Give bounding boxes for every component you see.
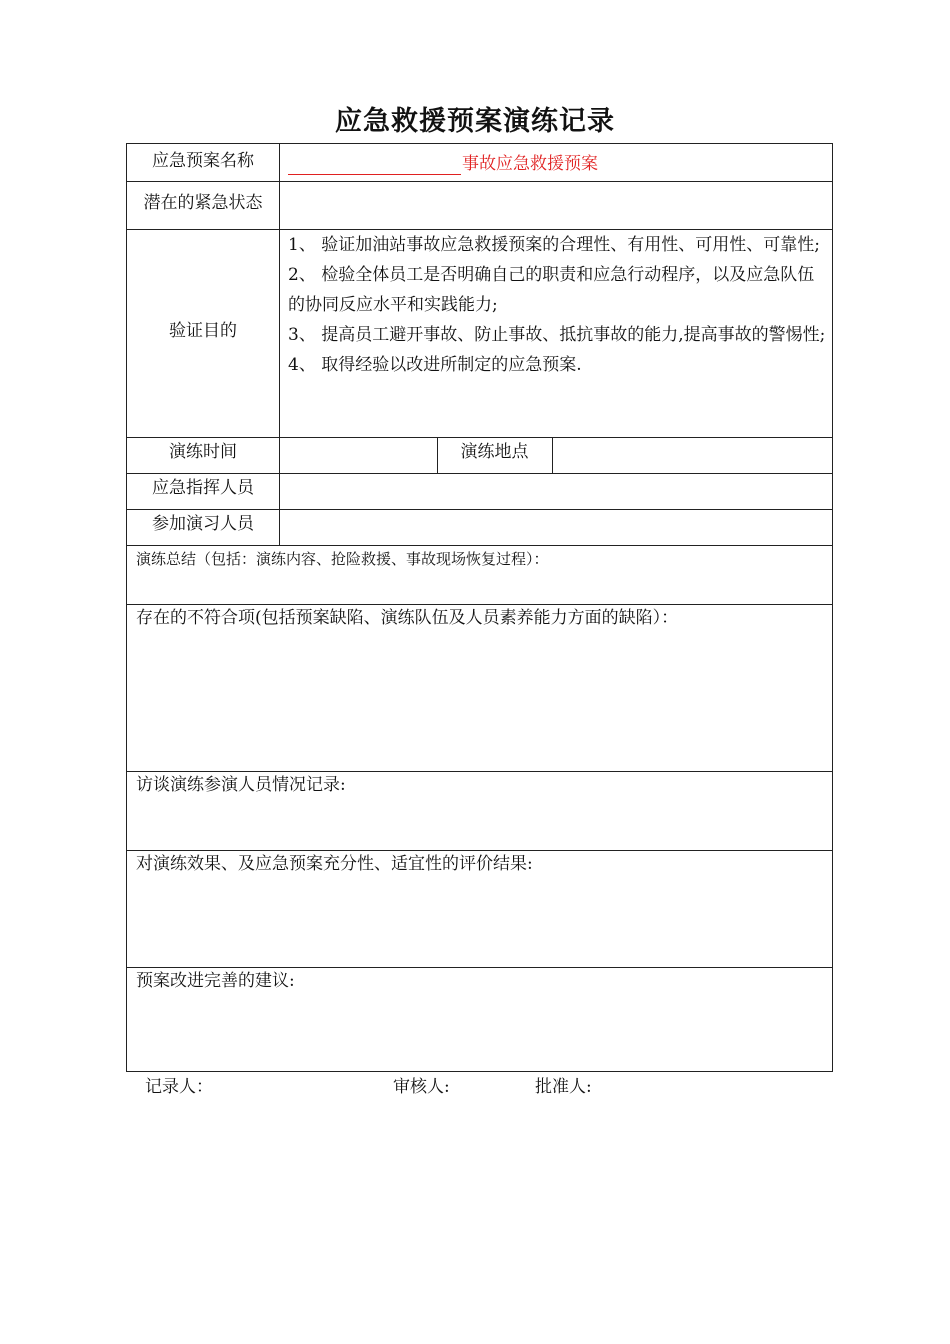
interview-label: 访谈演练参演人员情况记录: xyxy=(136,775,346,795)
column-divider xyxy=(552,437,553,473)
row-divider xyxy=(127,473,832,474)
row-divider xyxy=(127,545,832,546)
row-divider xyxy=(127,437,832,438)
row-divider xyxy=(127,604,832,605)
plan-name-underline xyxy=(288,174,461,175)
participants-label: 参加演习人员 xyxy=(152,514,254,534)
row-divider xyxy=(127,967,832,968)
drill-place-label: 演练地点 xyxy=(460,442,529,462)
approver-signature-label: 批准人: xyxy=(535,1077,592,1097)
purpose-item: 3、 提高员工避开事故、防止事故、抵抗事故的能力,提高事故的警惕性; xyxy=(288,325,826,345)
drill-time-label: 演练时间 xyxy=(169,442,237,462)
row-divider xyxy=(127,850,832,851)
nonconformity-label: 存在的不符合项(包括预案缺陷、演练队伍及人员素养能力方面的缺陷）： xyxy=(136,608,679,628)
purpose-list xyxy=(288,230,828,380)
emergency-state-label: 潜在的紧急状态 xyxy=(143,193,263,213)
evaluation-label: 对演练效果、及应急预案充分性、适宜性的评价结果: xyxy=(136,854,533,874)
commander-label: 应急指挥人员 xyxy=(152,478,254,498)
row-divider xyxy=(127,509,832,510)
plan-name-value: 事故应急救援预案 xyxy=(462,154,598,174)
plan-name-label: 应急预案名称 xyxy=(152,151,254,171)
row-divider xyxy=(127,771,832,772)
reviewer-signature-label: 审核人: xyxy=(393,1077,450,1097)
recorder-signature-label: 记录人： xyxy=(145,1077,213,1097)
purpose-item: 1、 验证加油站事故应急救援预案的合理性、有用性、可用性、可靠性; xyxy=(288,235,820,255)
page-title: 应急救援预案演练记录 xyxy=(335,106,615,137)
purpose-item: 4、 取得经验以改进所制定的应急预案. xyxy=(288,355,582,375)
summary-label: 演练总结（包括：演练内容、抢险救援、事故现场恢复过程）： xyxy=(136,550,549,568)
improvement-label: 预案改进完善的建议: xyxy=(136,971,295,991)
drill-record-form xyxy=(126,143,833,1072)
purpose-label: 验证目的 xyxy=(169,321,237,341)
row-divider xyxy=(127,181,832,182)
purpose-item: 2、 检验全体员工是否明确自己的职责和应急行动程序，以及应急队伍的协同反应水平和实践能力; xyxy=(288,265,815,315)
column-divider xyxy=(279,144,280,545)
